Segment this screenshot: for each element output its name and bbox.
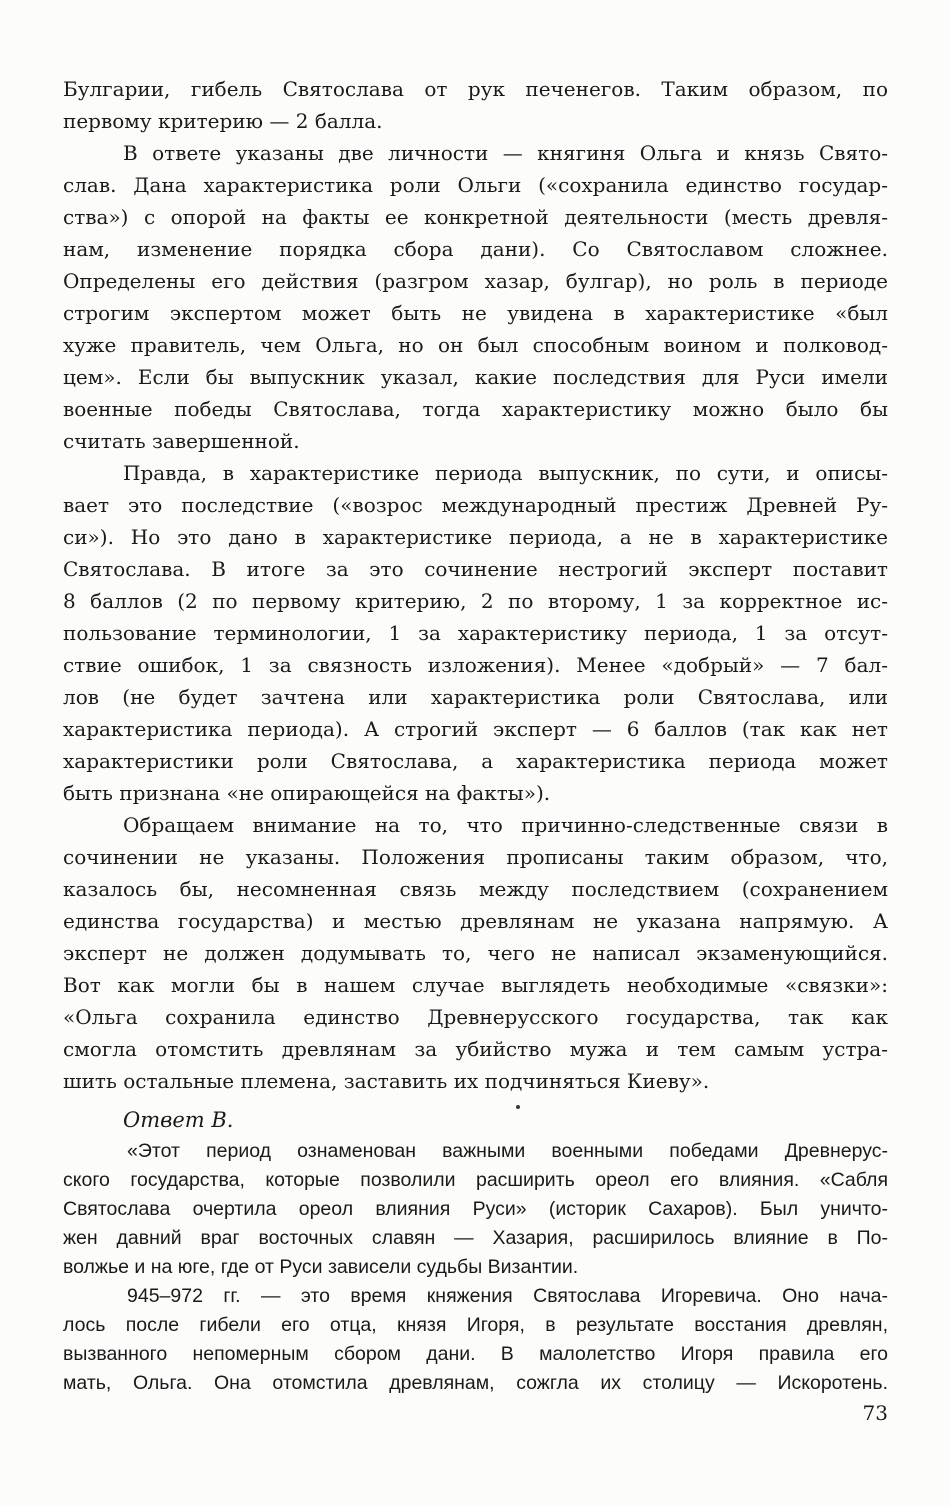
text-line: Правда, в характеристике периода выпускник, по сути, и описы- — [123, 461, 888, 485]
text-line: Определены его действия (разгром хазар, булгар), но роль в периоде — [63, 269, 888, 293]
text-line: волжье и на юге, где от Руси зависели судьбы Византии. — [63, 1256, 579, 1278]
text-line: нам, изменение порядка сбора дани). Со Святославом сложнее. — [63, 237, 888, 261]
text-line: «Ольга сохранила единство Древнерусского государства, так как — [63, 1005, 888, 1029]
text-line: 945–972 гг. — это время княжения Святослава Игоревича. Оно нача- — [127, 1285, 888, 1307]
text-line: эксперт не должен додумывать то, чего не написал экзаменующийся. — [63, 941, 888, 965]
text-line: сочинении не указаны. Положения прописаны таким образом, что, — [63, 845, 888, 869]
text-line: Булгарии, гибель Святослава от рук печенегов. Таким образом, по — [63, 77, 888, 101]
text-line: казалось бы, несомненная связь между последствием (сохранением — [63, 877, 888, 901]
text-line: лось после гибели его отца, князя Игоря, в результате восстания древлян, — [63, 1314, 888, 1336]
text-line: ского государства, которые позволили расширить ореол его влияния. «Сабля — [63, 1169, 888, 1191]
text-line: вает это последствие («возрос международный престиж Древней Ру- — [63, 493, 888, 517]
text-line: цем». Если бы выпускник указал, какие последствия для Руси имели — [63, 365, 888, 389]
answer-heading: Ответ В. — [123, 1108, 234, 1132]
text-line: Вот как могли бы в нашем случае выглядеть необходимые «связки»: — [63, 973, 888, 997]
text-line: смогла отомстить древлянам за убийство мужа и тем самым устра- — [63, 1037, 888, 1061]
text-line: хуже правитель, чем Ольга, но он был способным воином и полковод- — [63, 333, 888, 357]
text-line: вызванного непомерным сбором дани. В малолетство Игоря правила его — [63, 1343, 888, 1365]
text-line: первому критерию — 2 балла. — [63, 109, 383, 133]
text-line: ства») с опорой на факты ее конкретной деятельности (месть древля- — [63, 205, 888, 229]
text-line: Святослава. В итоге за это сочинение нестрогий эксперт поставит — [63, 557, 888, 581]
text-line: мать, Ольга. Она отомстила древлянам, сожгла их столицу — Искоротень. — [63, 1372, 888, 1394]
text-line: Святослава очертила ореол влияния Руси» (историк Сахаров). Был уничто- — [63, 1198, 888, 1220]
text-line: 8 баллов (2 по первому критерию, 2 по второму, 1 за корректное ис- — [63, 589, 888, 613]
text-line: характеристики роли Святослава, а характеристика периода может — [63, 749, 888, 773]
commentary-section — [63, 73, 888, 1097]
answer-section — [63, 1137, 888, 1398]
text-line: жен давний враг восточных славян — Хазария, расширилось влияние в По- — [63, 1227, 888, 1249]
text-line: слав. Дана характеристика роли Ольги («сохранила единство государ- — [63, 173, 888, 197]
text-line: характеристика периода). А строгий эксперт — 6 баллов (так как нет — [63, 717, 888, 741]
text-line: ствие ошибок, 1 за связность изложения). Менее «добрый» — 7 бал- — [63, 653, 888, 677]
text-line: шить остальные племена, заставить их подчиняться Киеву». — [63, 1069, 710, 1093]
ink-speck — [516, 1105, 520, 1109]
text-line: си»). Но это дано в характеристике периода, а не в характеристике — [63, 525, 888, 549]
text-line: лов (не будет зачтена или характеристика роли Святослава, или — [63, 685, 888, 709]
text-line: пользование терминологии, 1 за характеристику периода, 1 за отсут- — [63, 621, 888, 645]
text-line: «Этот период ознаменован важными военными победами Древнерус- — [127, 1140, 888, 1162]
text-line: быть признана «не опирающейся на факты»). — [63, 781, 551, 805]
text-line: Обращаем внимание на то, что причинно-следственные связи в — [123, 813, 888, 837]
text-line: считать завершенной. — [63, 429, 300, 453]
text-column — [63, 73, 888, 1398]
text-line: военные победы Святослава, тогда характеристику можно было бы — [63, 397, 888, 421]
text-line: В ответе указаны две личности — княгиня Ольга и князь Свято- — [123, 141, 888, 165]
page-number: 73 — [862, 1401, 888, 1425]
text-line: строгим экспертом может быть не увидена в характеристике «был — [63, 301, 888, 325]
text-line: единства государства) и местью древлянам не указана напрямую. А — [63, 909, 888, 933]
